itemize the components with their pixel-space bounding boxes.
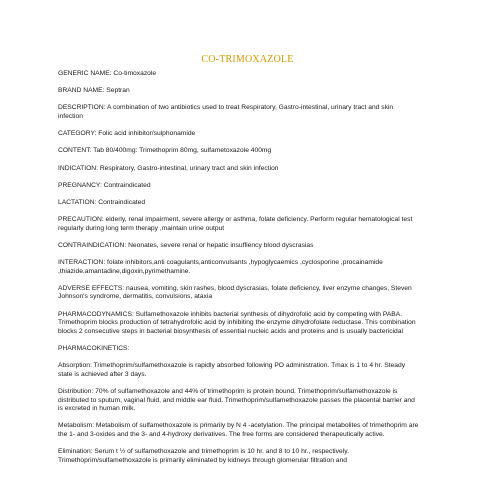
elimination: Elimination: Serum t ½ of sulfamethoxazole and trimethoprim is 10 hr. and 8 to 10 hr., respectively. Trimethoprim/sulfamethoxazole is primarily eliminated by kidneys through glomerular filtration and bbox=[58, 448, 349, 464]
distribution: Distribution: 70% of sulfamethoxazole and 44% of trimethoprim is protein bound. Trimethoprim/sulfamethoxazole is distributed to sputum, vaginal fluid, and middle ear fluid. Trimethoprim/sulfamethoxazole passes the placental barrier and is excreted in human milk. bbox=[58, 387, 415, 413]
pharmacodynamics: PHARMACODYNAMICS: Sulfamethoxazole inhibits bacterial synthesis of dihydrofolic acid by competing with PABA. Trimethoprim blocks production of tetrahydrofolic acid by inhibiting the enzyme dihydrofolate reductase. This combination blocks 2 consecutive steps in bacterial biosynthesis of essential nucleic acids and proteins and is usually bactericidal bbox=[58, 310, 416, 335]
generic-name: GENERIC NAME: Co-timoxazole bbox=[58, 70, 157, 77]
indication: INDICATION: Respiratory, Gastro-intestinal, urinary tract and skin infection bbox=[58, 164, 279, 172]
interaction: INTERACTION: folate inhibitors,anti coagulants,anticonvulsants ,hypoglycaemics ,cyclosporine ,procainamide ,thiazide,amantadine,digoxin,pyrimethamine. bbox=[58, 259, 383, 275]
category: CATEGORY: Folic acid inhibitor/sulphonamide bbox=[58, 130, 196, 138]
description: DESCRIPTION: A combination of two antibiotics used to treat Respiratory, Gastro-intestinal, urinary tract and skin infection bbox=[58, 104, 394, 120]
pharmacokinetics-heading: PHARMACOKINETICS: bbox=[58, 345, 130, 352]
pregnancy: PREGNANCY: Contraindicated bbox=[58, 181, 151, 189]
document-title: CO-TRIMOXAZOLE bbox=[201, 54, 294, 65]
brand-name: BRAND NAME: Septran bbox=[58, 87, 130, 95]
absorption: Absorption: Trimethoprim/sulfamethoxazole is rapidly absorbed following PO administration. Tmax is 1 to 4 hr. Steady state is achieved after 3 days. bbox=[58, 362, 406, 378]
metabolism: Metabolism: Metabolism of sulfamethoxazole is primarily by N 4 -acetylation. The principal metabolites of trimethoprim are the 1- and 3-oxides and the 3- and 4-hydroxy derivatives. The free forms are considered therapeutically active. bbox=[58, 422, 419, 438]
lactation: LACTATION: Contraindicated bbox=[58, 198, 146, 206]
document-body bbox=[58, 70, 419, 474]
contraindication: CONTRAINDICATION: Neonates, severe renal or hepatic insuffiency blood dyscrasias bbox=[58, 241, 314, 249]
precaution: PRECAUTION: elderly, renal impairment, severe allergy or asthma, folate deficiency. Perform regular hematological test regularly during long term therapy ,maintain urine output bbox=[58, 216, 413, 232]
adverse-effects: ADVERSE EFFECTS: nausea, vomiting, skin rashes, blood dyscrasias, folate deficiency, liver enzyme changes, Steven Johnson's syndrome, dermatitis, convulsions, ataxia bbox=[58, 284, 412, 301]
content: CONTENT: Tab 80/400mg: Trimethoprim 80mg, sulfametoxazole 400mg bbox=[58, 147, 272, 155]
